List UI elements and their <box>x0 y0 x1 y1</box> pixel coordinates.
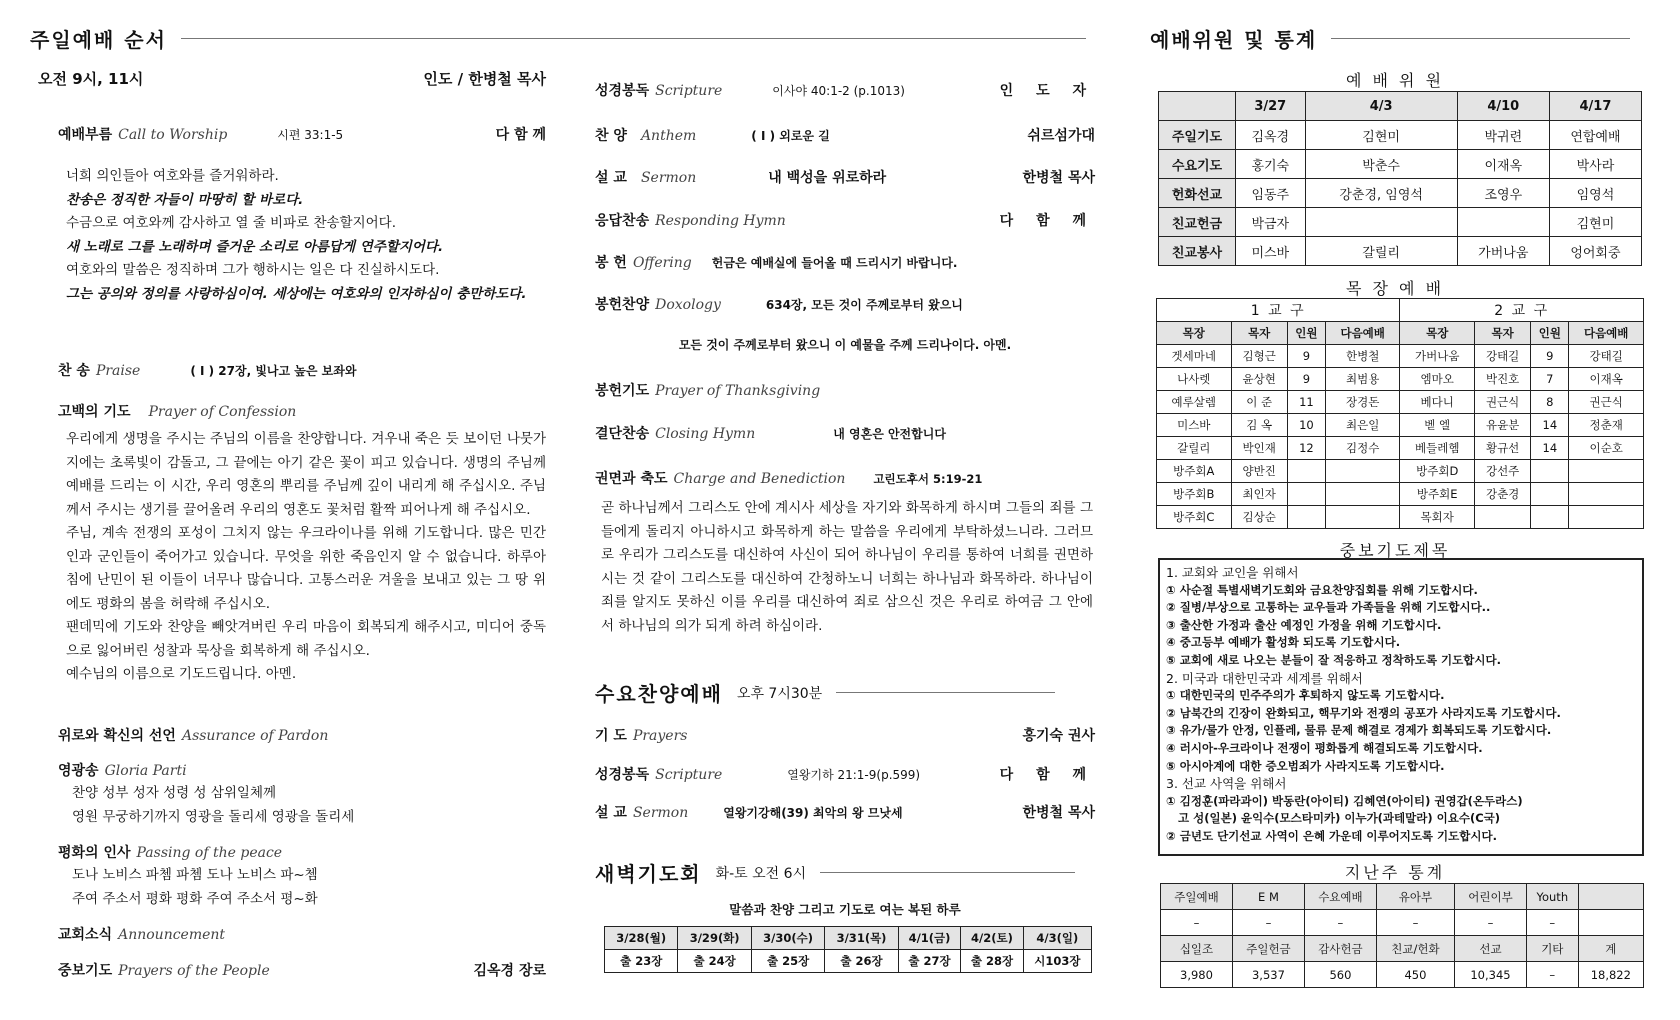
group-row <box>1157 391 1644 414</box>
intercession-line: ① 대한민국의 민주주의가 후퇴하지 않도록 기도합시다. <box>1166 688 1445 703</box>
duty-role: 친교헌금 <box>1159 208 1236 237</box>
stat-value: – <box>1376 910 1454 936</box>
group-row <box>1157 483 1644 506</box>
dawn-schedule-table <box>604 926 1092 973</box>
wednesday-scripture: 성경봉독 Scripture 열왕기하 21:1-9(p.599) 다 함 께 <box>595 767 1095 783</box>
dawn-day: 3/28(월) <box>605 927 678 950</box>
group-header: 인원 <box>1531 322 1569 345</box>
group-cell <box>1287 483 1325 506</box>
intercession-line: 2. 미국과 대한민국과 세계를 위해서 <box>1166 670 1363 686</box>
group-cell: 8 <box>1531 391 1569 414</box>
stat-value: – <box>1232 910 1304 936</box>
duty-cell: 임영석 <box>1549 179 1641 208</box>
group-header: 목장 <box>1400 322 1475 345</box>
group-cell <box>1569 460 1644 483</box>
group-cell <box>1325 460 1400 483</box>
group-cell: 베다니 <box>1400 391 1475 414</box>
group-cell: 나사렛 <box>1157 368 1232 391</box>
group-header: 목장 <box>1157 322 1232 345</box>
duty-caption: 예 배 위 원 <box>1345 71 1445 90</box>
announcement: 교회소식 Announcement <box>58 927 226 943</box>
group-row <box>1157 414 1644 437</box>
stat-header: 유아부 <box>1376 884 1454 910</box>
intercession-line: ④ 중고등부 예배가 활성화 되도록 기도합시다. <box>1166 635 1401 650</box>
stat-value: – <box>1526 910 1578 936</box>
group-cell: 강태길 <box>1474 345 1530 368</box>
duty-date: 3/27 <box>1236 92 1306 121</box>
stat-header: 십일조 <box>1161 936 1233 962</box>
dawn-day: 3/29(화) <box>678 927 751 950</box>
group-cell: 정춘재 <box>1569 414 1644 437</box>
duty-cell: 박귀련 <box>1457 121 1549 150</box>
duty-cell: 가버나움 <box>1457 237 1549 266</box>
group-cell: 권근식 <box>1569 391 1644 414</box>
stat-value: – <box>1455 910 1527 936</box>
group-cell: 가버나움 <box>1400 345 1475 368</box>
peace-lyrics: 도나 노비스 파쳄 파쳄 도나 노비스 파~쳄 주여 주소서 평화 평화 주여 주소서 평~화 <box>72 867 318 907</box>
intercession-line: 3. 선교 사역을 위해서 <box>1166 776 1287 792</box>
stat-value: 560 <box>1304 962 1376 988</box>
group-cell <box>1287 506 1325 529</box>
group-cell: 최은일 <box>1325 414 1400 437</box>
duty-date: 4/17 <box>1549 92 1641 121</box>
stat-value: 450 <box>1376 962 1454 988</box>
group-cell: 이재옥 <box>1569 368 1644 391</box>
intercession-caption: 중보기도제목 <box>1339 541 1451 560</box>
duty-cell: 홍기숙 <box>1236 150 1306 179</box>
duty-row <box>1159 121 1642 150</box>
stat-header: 주일헌금 <box>1232 936 1304 962</box>
duty-cell: 박춘수 <box>1305 150 1457 179</box>
group-cell: 권근식 <box>1474 391 1530 414</box>
group-cell: 방주회B <box>1157 483 1232 506</box>
duty-row <box>1159 179 1642 208</box>
wednesday-service-header: 수요찬양예배 오후 7시30분 <box>595 678 1055 707</box>
group-cell <box>1531 483 1569 506</box>
stat-header: 친교/헌화 <box>1376 936 1454 962</box>
stat-header: E M <box>1232 884 1304 910</box>
stats-caption: 지난주 통계 <box>1344 863 1446 882</box>
anthem: 찬 양 Anthem ( I ) 외로운 길 쉬르섬가대 <box>595 128 1095 144</box>
dawn-day: 4/1(금) <box>898 927 960 950</box>
doxology: 봉헌찬양 Doxology 634장, 모든 것이 주께로부터 왔으니 <box>595 297 963 313</box>
group-cell: 이 준 <box>1231 391 1287 414</box>
group-cell: 12 <box>1287 437 1325 460</box>
prayer-of-thanksgiving: 봉헌기도 Prayer of Thanksgiving <box>595 383 821 399</box>
group-cell: 예루살렘 <box>1157 391 1232 414</box>
intercession-line: ② 질병/부상으로 고통하는 교우들과 가족들을 위해 기도합시다.. <box>1166 600 1491 615</box>
group-row <box>1157 437 1644 460</box>
psalm-line: 찬송은 정직한 자들이 마땅히 할 바로다. <box>66 191 304 208</box>
duty-cell <box>1457 208 1549 237</box>
duty-cell: 김현미 <box>1305 121 1457 150</box>
confession-paragraph: 주님, 계속 전쟁의 포성이 그치지 않는 우크라이나를 위해 기도합니다. 많은 민간인과 군인들이 죽어가고 있습니다. 무엇을 위한 죽음인지 알 수 없습니다. 하루아침에 난민이 된 이들이 너무나 많습니다. 고통스러운 겨울을 보내고 있는 그 땅 위에도 평화의 봄을 허락해 주십시오. <box>66 525 546 612</box>
dawn-hymn: 출 24장 <box>678 950 751 973</box>
group-cell: 유윤분 <box>1474 414 1530 437</box>
group-cell: 14 <box>1531 414 1569 437</box>
leader: 인도 / 한병철 목사 <box>423 70 546 88</box>
duty-role: 헌화선교 <box>1159 179 1236 208</box>
group-cell: 갈릴리 <box>1157 437 1232 460</box>
group-cell: 7 <box>1531 368 1569 391</box>
intercession-line: 1. 교회와 교인을 위해서 <box>1166 565 1299 580</box>
confession-paragraph: 우리에게 생명을 주시는 주님의 이름을 찬양합니다. 겨우내 죽은 듯 보이던 나뭇가지에는 초록빛이 감돌고, 그 끝에는 아기 같은 꽃이 피고 있습니다. 생명의 주님께 예배를 드리는 이 시간, 우리 영혼의 뿌리를 주님께 깊이 내리게 해 주십시오. 주님께서 주시는 생기를 끌어올려 우리의 영혼도 꽃처럼 활짝 피어나게 해 주십시오. <box>66 431 546 518</box>
group-row <box>1157 460 1644 483</box>
duty-role: 수요기도 <box>1159 150 1236 179</box>
scripture: 성경봉독 Scripture 이사야 40:1-2 (p.1013) 인 도 자 <box>595 83 1095 99</box>
stat-value: 18,822 <box>1578 962 1643 988</box>
group-cell: 한병철 <box>1325 345 1400 368</box>
group-cell <box>1474 506 1530 529</box>
group-row <box>1157 345 1644 368</box>
intercession-line: ② 금년도 단기선교 사역이 은혜 가운데 이루어지도록 기도합시다. <box>1166 828 1497 843</box>
dawn-prayer-header: 새벽기도회 화-토 오전 6시 <box>595 858 1075 887</box>
confession-text <box>66 428 546 687</box>
responding-hymn: 응답찬송 Responding Hymn 다 함 께 <box>595 213 1095 229</box>
worship-duty-table <box>1158 91 1642 266</box>
intercession-line: ② 남북간의 긴장이 완화되고, 핵무기와 전쟁의 공포가 사라지도록 기도합시다. <box>1166 705 1561 720</box>
stat-header: 어린이부 <box>1455 884 1527 910</box>
group-cell <box>1325 506 1400 529</box>
group-cell: 14 <box>1531 437 1569 460</box>
section-title <box>30 24 1110 53</box>
offering: 봉 헌 Offering 헌금은 예배실에 들어올 때 드리시기 바랍니다. <box>595 255 958 271</box>
group-cell <box>1531 506 1569 529</box>
duty-date: 4/10 <box>1457 92 1549 121</box>
group-cell: 윤상현 <box>1231 368 1287 391</box>
psalm-line: 그는 공의와 정의를 사랑하심이여. 세상에는 여호와의 인자하심이 충만하도다. <box>66 285 527 302</box>
stat-header: 선교 <box>1455 936 1527 962</box>
closing-hymn: 결단찬송 Closing Hymn 내 영혼은 안전합니다 <box>595 426 946 442</box>
group-header: 다음예배 <box>1325 322 1400 345</box>
group-header: 다음예배 <box>1569 322 1644 345</box>
intercession-list <box>1158 558 1644 856</box>
stat-value: – <box>1304 910 1376 936</box>
title-text: 주일예배 순서 <box>30 28 167 52</box>
group-cell: 9 <box>1287 368 1325 391</box>
group-header: 목자 <box>1474 322 1530 345</box>
duty-cell: 미스바 <box>1236 237 1306 266</box>
group-row <box>1157 506 1644 529</box>
prayers-of-the-people: 중보기도 Prayers of the People 김옥경 장로 <box>58 963 546 979</box>
group-cell: 양반진 <box>1231 460 1287 483</box>
psalm-line: 여호와의 말씀은 정직하며 그가 행하시는 일은 다 진실하시도다. <box>66 262 440 278</box>
duty-cell: 임동주 <box>1236 179 1306 208</box>
psalm-reading <box>66 165 544 306</box>
group-cell: 강춘경 <box>1474 483 1530 506</box>
duty-cell: 엉어회중 <box>1549 237 1641 266</box>
dawn-day: 3/30(수) <box>751 927 824 950</box>
call-to-worship: 예배부름 Call to Worship 시편 33:1-5 다 함 께 <box>58 127 546 143</box>
group-cell: 베들레헴 <box>1400 437 1475 460</box>
pastoral-caption: 목 장 예 배 <box>1345 279 1445 298</box>
duty-cell: 강춘경, 임영석 <box>1305 179 1457 208</box>
duty-row <box>1159 150 1642 179</box>
group-header: 목자 <box>1231 322 1287 345</box>
dawn-day: 3/31(목) <box>825 927 898 950</box>
duty-cell <box>1305 208 1457 237</box>
stat-header: Youth <box>1526 884 1578 910</box>
group-cell: 겟세마네 <box>1157 345 1232 368</box>
group-cell <box>1531 460 1569 483</box>
group-cell: 장경돈 <box>1325 391 1400 414</box>
group-cell <box>1325 483 1400 506</box>
group-cell: 강태길 <box>1569 345 1644 368</box>
charge-and-benediction: 권면과 축도 Charge and Benediction 고린도후서 5:19-21 <box>595 471 983 487</box>
psalm-line: 새 노래로 그를 노래하며 즐거운 소리로 아름답게 연주할지어다. <box>66 238 444 255</box>
psalm-line: 너희 의인들아 여호와를 즐거워하라. <box>66 168 279 184</box>
intercession-line: 고 성(일본) 윤익수(모스타미카) 이누가(과테말라) 이요수(C국) <box>1166 811 1501 826</box>
intercession-line: ⑤ 교회에 새로 나오는 분들이 잘 적응하고 정착하도록 기도합시다. <box>1166 652 1501 667</box>
dawn-hymn: 출 28장 <box>961 950 1023 973</box>
duty-cell: 박사라 <box>1549 150 1641 179</box>
dawn-hymn: 출 25장 <box>751 950 824 973</box>
wednesday-prayer: 기 도 Prayers 홍기숙 권사 <box>595 728 1095 744</box>
section-title-right: 예배위원 및 통계 <box>1150 24 1630 53</box>
stat-header: 감사헌금 <box>1304 936 1376 962</box>
group-cell: 김정수 <box>1325 437 1400 460</box>
duty-row <box>1159 237 1642 266</box>
intercession-line: ① 사순절 특별새벽기도회와 금요찬양집회를 위해 기도합시다. <box>1166 582 1478 597</box>
stat-value: – <box>1161 910 1233 936</box>
stat-header: 주일예배 <box>1161 884 1233 910</box>
group-cell: 11 <box>1287 391 1325 414</box>
prayer-of-confession: 고백의 기도 Prayer of Confession <box>58 404 297 420</box>
duty-cell: 갈릴리 <box>1305 237 1457 266</box>
stat-value: 3,537 <box>1232 962 1304 988</box>
stat-header <box>1578 884 1643 910</box>
duty-row <box>1159 208 1642 237</box>
group-cell: 목회자 <box>1400 506 1475 529</box>
doxology-lyrics: 모든 것이 주께로부터 왔으니 이 예물을 주께 드리나이다. 아멘. <box>678 338 1012 352</box>
intercession-line: ① 김정훈(파라과이) 박동란(아이티) 김혜연(아이티) 권영갑(온두라스) <box>1166 793 1523 808</box>
group-cell <box>1569 483 1644 506</box>
group-cell: 박진호 <box>1474 368 1530 391</box>
group-cell: 방주회A <box>1157 460 1232 483</box>
group-row <box>1157 368 1644 391</box>
stat-value: – <box>1526 962 1578 988</box>
duty-cell: 김옥경 <box>1236 121 1306 150</box>
service-time: 오전 9시, 11시 <box>38 70 144 88</box>
group-cell: 방주회C <box>1157 506 1232 529</box>
duty-cell: 연합예배 <box>1549 121 1641 150</box>
gloria-lyrics: 찬양 성부 성자 성령 성 삼위일체께 영원 무궁하기까지 영광을 돌리세 영광을 돌리세 <box>72 785 355 825</box>
benediction-text: 곧 하나님께서 그리스도 안에 계시사 세상을 자기와 화목하게 하시며 그들의 죄를 그들에게 돌리지 아니하시고 화목하게 하는 말씀을 우리에게 부탁하셨느니라. 그러므로 우리가 그리스도를 대신하여 사신이 되어 하나님이 우리를 통하여 너희를 권면하시는 것 같이 그리스도를 대신하여 간청하노니 너희는 하나님과 화목하라. 하나님이 죄를 알지도 못하신 이를 우리를 대신하여 죄로 삼으신 것은 우리로 하여금 그 안에서 하나님의 의가 되게 하려 하심이라. <box>601 500 1093 634</box>
passing-of-the-peace: 평화의 인사 Passing of the peace <box>58 845 283 861</box>
stat-header: 수요예배 <box>1304 884 1376 910</box>
duty-date: 4/3 <box>1305 92 1457 121</box>
duty-cell: 조영우 <box>1457 179 1549 208</box>
dawn-hymn: 시103장 <box>1023 950 1091 973</box>
group-cell: 미스바 <box>1157 414 1232 437</box>
dawn-day: 4/3(일) <box>1023 927 1091 950</box>
group-cell <box>1287 460 1325 483</box>
wednesday-sermon: 설 교 Sermon 열왕기강해(39) 최악의 왕 므낫세 한병철 목사 <box>595 805 1095 821</box>
group-cell: 김 옥 <box>1231 414 1287 437</box>
group-cell: 벧 엘 <box>1400 414 1475 437</box>
group-cell <box>1569 506 1644 529</box>
stat-value <box>1578 910 1643 936</box>
weekly-stats-table <box>1160 883 1644 988</box>
confession-paragraph: 예수님의 이름으로 기도드립니다. 아멘. <box>66 666 297 682</box>
dawn-subtitle: 말씀과 찬양 그리고 기도로 여는 복된 하루 <box>729 902 961 917</box>
group-cell: 9 <box>1287 345 1325 368</box>
intercession-line: ④ 러시아-우크라이나 전쟁이 평화롭게 해결되도록 기도합시다. <box>1166 740 1483 755</box>
duty-cell: 김현미 <box>1549 208 1641 237</box>
duty-cell: 박금자 <box>1236 208 1306 237</box>
gloria: 영광송 Gloria Parti <box>58 763 187 779</box>
group-cell: 박인재 <box>1231 437 1287 460</box>
group-cell: 황규선 <box>1474 437 1530 460</box>
group-header: 인원 <box>1287 322 1325 345</box>
dawn-hymn: 출 26장 <box>825 950 898 973</box>
group-cell: 최범용 <box>1325 368 1400 391</box>
stat-header: 계 <box>1578 936 1643 962</box>
sermon: 설 교 Sermon 내 백성을 위로하라 한병철 목사 <box>595 170 1095 186</box>
assurance-of-pardon: 위로와 확신의 선언 Assurance of Pardon <box>58 728 329 744</box>
dawn-hymn: 출 27장 <box>898 950 960 973</box>
duty-cell: 이재옥 <box>1457 150 1549 179</box>
intercession-line: ③ 출산한 가정과 출산 예정인 가정을 위해 기도합시다. <box>1166 617 1442 632</box>
duty-role: 주일기도 <box>1159 121 1236 150</box>
praise: 찬 송 Praise ( I ) 27장, 빛나고 높은 보좌와 <box>58 363 357 379</box>
dawn-hymn: 출 23장 <box>605 950 678 973</box>
group-cell: 이순호 <box>1569 437 1644 460</box>
small-group-table: 1 교 구 2 교 구 목장 목자 인원 다음예배 목장 목자 인원 다음예배 겟세마네 김형근 9 한병철 가버나움 강태길 9 강태길 나사렛 윤상현 9 최범용 엠마오 박진호 7 이재옥 예루살렘 이 준 11 장경돈 베다니 권근식 8 권근식 미스바 김 옥 10 최은일 벧 엘 유윤분 14 정춘재 갈릴리 박인재 12 김정수 베들레헴 황규선 14 이순호 방주회A 양반진 방주회D 강선주 방주회B 최인자 방주회E 강춘경 방주회C 김상순 목회자 <box>1156 298 1644 529</box>
stat-value: 10,345 <box>1455 962 1527 988</box>
confession-paragraph: 팬데믹에 기도와 찬양을 빼앗겨버린 우리 마음이 회복되게 해주시고, 미디어 중독으로 잃어버린 성찰과 묵상을 회복하게 해 주십시오. <box>66 619 546 659</box>
group-cell: 방주회E <box>1400 483 1475 506</box>
intercession-line: ③ 유가/물가 안정, 인플레, 물류 문제 해결로 경제가 회복되도록 기도합시다. <box>1166 723 1552 738</box>
group-cell: 최인자 <box>1231 483 1287 506</box>
intercession-line: ⑤ 아시아계에 대한 증오범죄가 사라지도록 기도합시다. <box>1166 758 1445 773</box>
group-cell: 엠마오 <box>1400 368 1475 391</box>
group-cell: 김형근 <box>1231 345 1287 368</box>
stat-header: 기타 <box>1526 936 1578 962</box>
group-cell: 9 <box>1531 345 1569 368</box>
dawn-day: 4/2(토) <box>961 927 1023 950</box>
group-cell: 강선주 <box>1474 460 1530 483</box>
group-cell: 방주회D <box>1400 460 1475 483</box>
group-cell: 김상순 <box>1231 506 1287 529</box>
psalm-line: 수금으로 여호와께 감사하고 열 줄 비파로 찬송할지어다. <box>66 215 396 231</box>
group-cell: 10 <box>1287 414 1325 437</box>
duty-role: 친교봉사 <box>1159 237 1236 266</box>
stat-value: 3,980 <box>1161 962 1233 988</box>
